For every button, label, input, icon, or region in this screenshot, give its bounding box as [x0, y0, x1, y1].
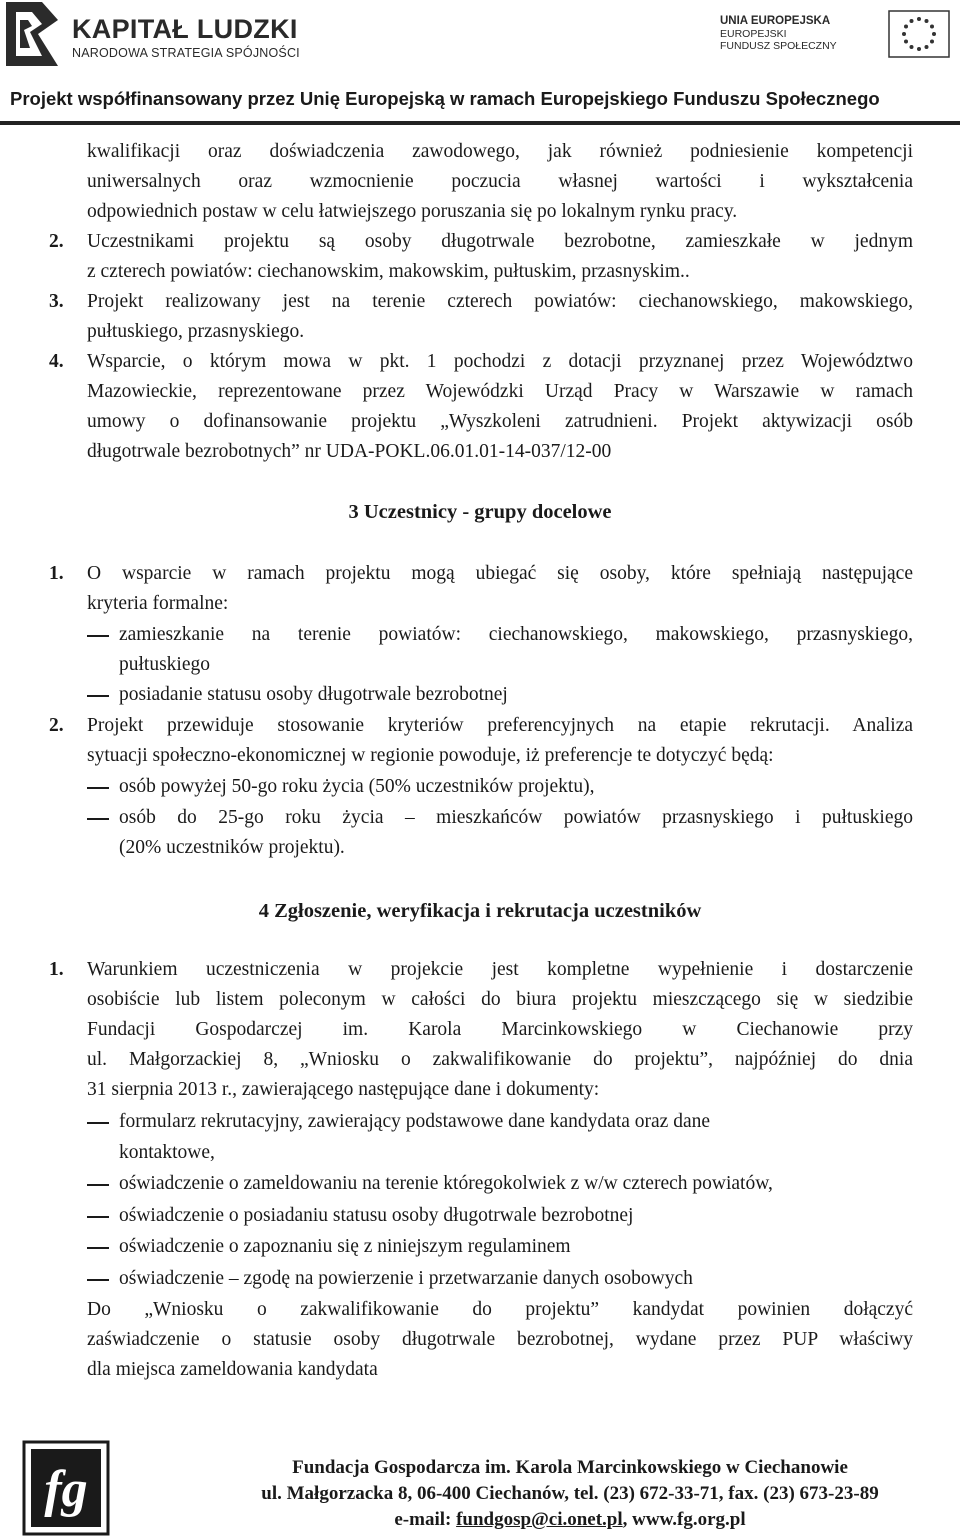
- paragraph-line: Do „Wniosku o zakwalifikowanie do projektu” kandydat powinien dołączyć: [87, 1299, 913, 1320]
- list-number: 3.: [49, 291, 64, 312]
- paragraph-line: dla miejsca zameldowania kandydata: [87, 1359, 378, 1380]
- paragraph-line: zaświadczenie o statusie osoby długotrwale bezrobotnej, wydane przez PUP właściwy: [87, 1329, 913, 1350]
- header-divider: [0, 121, 960, 125]
- list-number: 4.: [49, 351, 64, 372]
- paragraph-line: Fundacji Gospodarczej im. Karola Marcinkowskiego w Ciechanowie przy: [87, 1019, 913, 1040]
- paragraph-line: Projekt przewiduje stosowanie kryteriów preferencyjnych na etapie rekrutacji. Analiza: [87, 715, 913, 736]
- list-number: 1.: [49, 959, 64, 980]
- paragraph-line: O wsparcie w ramach projektu mogą ubiegać się osoby, które spełniają następujące: [87, 563, 913, 584]
- footer-website-link[interactable]: www.fg.org.pl: [632, 1509, 746, 1530]
- bullet-text: oświadczenie o posiadaniu statusu osoby długotrwale bezrobotnej: [119, 1205, 634, 1226]
- footer-email-link[interactable]: fundgosp@ci.onet.pl: [456, 1509, 623, 1530]
- paragraph-line: Wsparcie, o którym mowa w pkt. 1 pochodzi z dotacji przyznanej przez Województwo: [87, 351, 913, 372]
- paragraph-line: 31 sierpnia 2013 r., zawierającego następujące dane i dokumenty:: [87, 1079, 600, 1100]
- kapital-ludzki-logo: [0, 0, 300, 68]
- footer-contact: [190, 1455, 950, 1533]
- bullet-dash: [87, 818, 109, 820]
- paragraph-line: odpowiednich postaw w celu łatwiejszego poruszania się po lokalnym rynku pracy.: [87, 201, 738, 222]
- bullet-text: (20% uczestników projektu).: [119, 837, 345, 858]
- bullet-dash: [87, 695, 109, 697]
- footer-separator: ,: [622, 1509, 633, 1530]
- logo-subtitle: NARODOWA STRATEGIA SPÓJNOŚCI: [72, 46, 300, 60]
- paragraph-line: kryteria formalne:: [87, 593, 229, 614]
- bullet-dash: [87, 1247, 109, 1249]
- list-number: 2.: [49, 715, 64, 736]
- logo-title: KAPITAŁ LUDZKI: [72, 14, 298, 44]
- bullet-text: posiadanie statusu osoby długotrwale bezrobotnej: [119, 684, 508, 705]
- bullet-text: osób powyżej 50-go roku życia (50% uczestników projektu),: [119, 776, 595, 797]
- footer-contact-line: [190, 1507, 950, 1533]
- paragraph-line: sytuacji społeczno-ekonomicznej w regionie powoduje, iż preferencje te dotyczyć będą:: [87, 745, 774, 766]
- footer-address: ul. Małgorzacka 8, 06-400 Ciechanów, tel. (23) 672-33-71, fax. (23) 673-23-89: [261, 1483, 879, 1504]
- bullet-text: pułtuskiego: [119, 654, 210, 675]
- bullet-dash: [87, 1184, 109, 1186]
- list-number: 2.: [49, 231, 64, 252]
- section-heading: 4 Zgłoszenie, weryfikacja i rekrutacja uczestników: [258, 900, 702, 922]
- paragraph-line: z czterech powiatów: ciechanowskim, makowskim, pułtuskim, przasnyskim..: [87, 261, 690, 282]
- paragraph-line: Warunkiem uczestniczenia w projekcie jest kompletne wypełnienie i dostarczenie: [87, 959, 913, 980]
- footer-email-label: e-mail:: [394, 1509, 457, 1530]
- bullet-text: oświadczenie o zameldowaniu na terenie któregokolwiek z w/w czterech powiatów,: [119, 1173, 773, 1194]
- bullet-text: oświadczenie o zapoznaniu się z niniejszym regulaminem: [119, 1236, 571, 1257]
- foundation-logo-icon: [22, 1440, 110, 1536]
- foundation-logo-letters: fg: [44, 1461, 88, 1518]
- paragraph-line: długotrwale bezrobotnych” nr UDA-POKL.06.01.01-14-037/12-00: [87, 441, 612, 462]
- bullet-text: kontaktowe,: [119, 1142, 215, 1163]
- paragraph-line: uniwersalnych oraz wzmocnienie poczucia własnej wartości i wykształcenia: [87, 171, 913, 192]
- eu-line3: FUNDUSZ SPOŁECZNY: [720, 40, 837, 52]
- paragraph-line: umowy o dofinansowanie projektu „Wyszkoleni zatrudnieni. Projekt aktywizacji osób: [87, 411, 913, 432]
- paragraph-line: ul. Małgorzackiej 8, „Wniosku o zakwalifikowanie do projektu”, najpóźniej do dnia: [87, 1049, 913, 1070]
- kapital-ludzki-mark-icon: [2, 0, 64, 68]
- paragraph-line: Projekt realizowany jest na terenie czterech powiatów: ciechanowskiego, makowskiego,: [87, 291, 913, 312]
- bullet-text: osób do 25-go roku życia – mieszkańców powiatów przasnyskiego i pułtuskiego: [119, 807, 913, 828]
- bullet-dash: [87, 1216, 109, 1218]
- bullet-text: zamieszkanie na terenie powiatów: ciechanowskiego, makowskiego, przasnyskiego,: [119, 624, 913, 645]
- footer-org-name: Fundacja Gospodarcza im. Karola Marcinkowskiego w Ciechanowie: [292, 1457, 848, 1478]
- paragraph-line: osobiście lub listem poleconym w całości do biura projektu mieszczącego się w siedzibie: [87, 989, 913, 1010]
- paragraph-line: Uczestnikami projektu są osoby długotrwale bezrobotne, zamieszkałe w jednym: [87, 231, 913, 252]
- eu-text: [720, 14, 837, 52]
- paragraph-line: pułtuskiego, przasnyskiego.: [87, 321, 305, 342]
- list-number: 1.: [49, 563, 64, 584]
- eu-line2: EUROPEJSKI: [720, 28, 787, 40]
- eu-logo: [720, 10, 950, 62]
- bullet-dash: [87, 787, 109, 789]
- bullet-text: formularz rekrutacyjny, zawierający podstawowe dane kandydata oraz dane: [119, 1111, 711, 1132]
- page-header: [0, 0, 960, 125]
- bullet-dash: [87, 1122, 109, 1124]
- bullet-dash: [87, 1279, 109, 1281]
- cofinancing-statement: Projekt współfinansowany przez Unię Europejską w ramach Europejskiego Funduszu Społecznego: [10, 88, 880, 109]
- bullet-text: oświadczenie – zgodę na powierzenie i przetwarzanie danych osobowych: [119, 1268, 693, 1289]
- bullet-dash: [87, 635, 109, 637]
- paragraph-line: kwalifikacji oraz doświadczenia zawodowego, jak również podniesienie kompetencji: [87, 141, 913, 162]
- eu-line1: UNIA EUROPEJSKA: [720, 15, 831, 27]
- paragraph-line: Mazowieckie, reprezentowane przez Wojewódzki Urząd Pracy w Warszawie w ramach: [87, 381, 913, 402]
- section-heading: 3 Uczestnicy - grupy docelowe: [348, 501, 612, 523]
- eu-flag-icon: [888, 10, 950, 58]
